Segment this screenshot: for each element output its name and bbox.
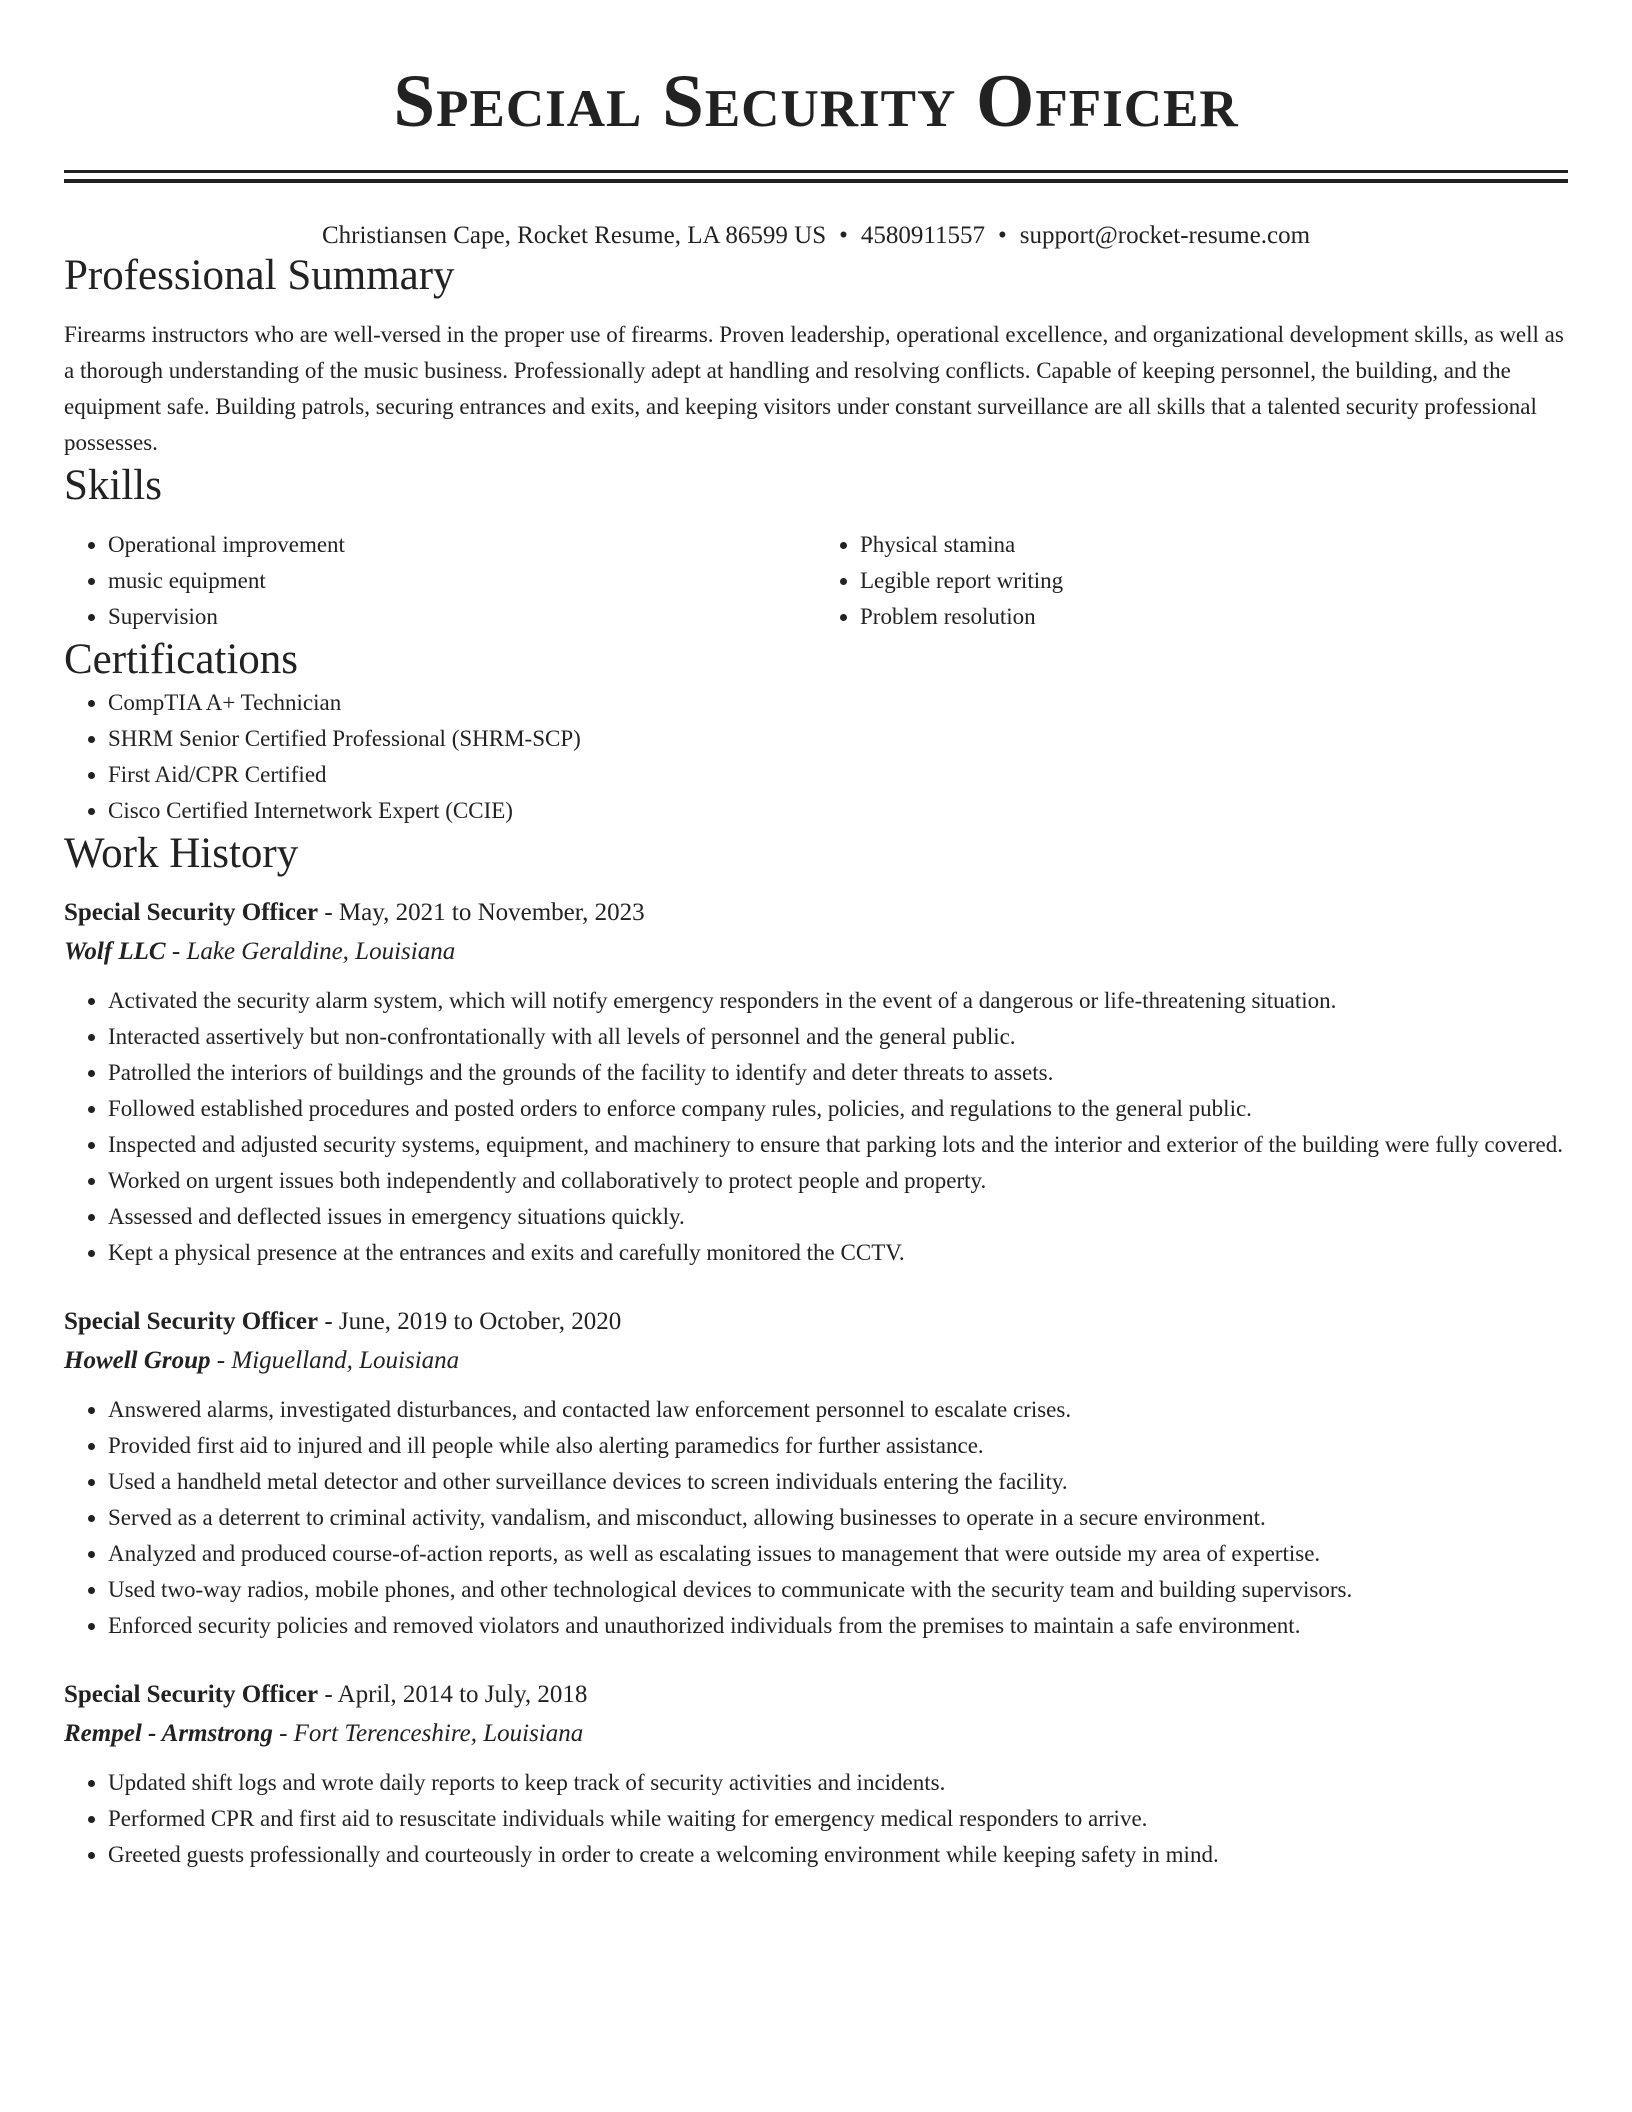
skill-item: • Legible report writing [860,563,1568,599]
job-duty: • Greeted guests professionally and courteously in order to create a welcoming environment while keeping safety in mind. [108,1837,1568,1873]
job-title-line: Special Security Officer - June, 2019 to October, 2020 [64,1308,622,1335]
contact-separator: • [839,222,848,249]
job-duty: • Provided first aid to injured and ill people while also alerting paramedics for further assistance. [108,1428,1568,1464]
skill-item: • Operational improvement [108,527,816,563]
summary-heading: Professional Summary [64,252,455,299]
job-company-line: Wolf LLC - Lake Geraldine, Louisiana [64,938,456,965]
job-title: Special Security Officer [64,1681,319,1708]
job-duties-list [64,1392,1568,1644]
contact-phone: 4580911557 [860,222,985,249]
job-duty: • Enforced security policies and removed violators and unauthorized individuals from the premises to maintain a safe environment. [108,1608,1568,1644]
contact-email: support@rocket-resume.com [1019,222,1311,249]
job-company: Wolf LLC [64,938,166,965]
certifications-heading: Certifications [64,636,299,683]
job-title: Special Security Officer [64,1308,319,1335]
skill-item: • Physical stamina [860,527,1568,563]
job-company: Howell Group [64,1347,211,1374]
job-duty: • Followed established procedures and posted orders to enforce company rules, policies, and regulations to the general public. [108,1091,1568,1127]
job-duty: • Interacted assertively but non-confrontationally with all levels of personnel and the general public. [108,1019,1568,1055]
certification-item: • First Aid/CPR Certified [108,757,1568,793]
certification-item: • CompTIA A+ Technician [108,685,1568,721]
job-duty: • Performed CPR and first aid to resuscitate individuals while waiting for emergency medical responders to arrive. [108,1801,1568,1837]
job-entry [64,1303,1568,1644]
contact-separator: • [997,222,1007,249]
job-duty: • Used a handheld metal detector and other surveillance devices to screen individuals entering the facility. [108,1464,1568,1500]
job-duty: • Activated the security alarm system, which will notify emergency responders in the event of a dangerous or life-threatening situation. [108,983,1568,1019]
job-duty: • Updated shift logs and wrote daily reports to keep track of security activities and incidents. [108,1765,1568,1801]
job-company: Rempel - Armstrong [64,1720,273,1747]
job-company-line: Howell Group - Miguelland, Louisiana [64,1347,460,1374]
job-location: Miguelland, Louisiana [231,1347,460,1374]
contact-address: Christiansen Cape, Rocket Resume, LA 86599 US [321,222,827,249]
summary-text: Firearms instructors who are well-versed in the proper use of firearms. Proven leadership, operational excellence, and organizational development skills, as well as a thorough understanding of the music business. Professionally adept at handling and resolving conflicts. Capable of keeping personnel, the building, and the equipment safe. Building patrols, securing entrances and exits, and keeping visitors under constant surveillance are all skills that a talented security professional possesses. [64,322,1564,455]
job-duty: • Analyzed and produced course-of-action reports, as well as escalating issues to management that were outside my area of expertise. [108,1536,1568,1572]
job-duty: • Worked on urgent issues both independently and collaboratively to protect people and property. [108,1163,1568,1199]
contact-line [64,221,1568,251]
job-title: Special Security Officer [64,899,319,926]
skill-item: • music equipment [108,563,816,599]
job-duties-list [64,983,1568,1271]
job-duty: • Kept a physical presence at the entrances and exits and carefully monitored the CCTV. [108,1235,1568,1271]
job-location: Lake Geraldine, Louisiana [186,938,456,965]
certifications-list [64,685,1568,829]
job-title-line: Special Security Officer - April, 2014 to July, 2018 [64,1681,588,1708]
job-duties-list [64,1765,1568,1873]
job-dates: June, 2019 to October, 2020 [338,1308,622,1335]
work-history-heading: Work History [64,830,299,877]
job-entry [64,1676,1568,1873]
job-duty: • Used two-way radios, mobile phones, and other technological devices to communicate with the security team and building supervisors. [108,1572,1568,1608]
job-duty: • Patrolled the interiors of buildings and the grounds of the facility to identify and deter threats to assets. [108,1055,1568,1091]
job-dates: May, 2021 to November, 2023 [338,899,645,926]
skills-grid [64,527,1568,635]
job-duty: • Answered alarms, investigated disturbances, and contacted law enforcement personnel to escalate crises. [108,1392,1568,1428]
certification-item: • SHRM Senior Certified Professional (SHRM-SCP) [108,721,1568,757]
title-rule-bottom [64,179,1568,183]
job-location: Fort Terenceshire, Louisiana [293,1720,584,1747]
skills-heading: Skills [64,462,162,509]
job-duty: • Served as a deterrent to criminal activity, vandalism, and misconduct, allowing businesses to operate in a secure environment. [108,1500,1568,1536]
job-duty: • Inspected and adjusted security systems, equipment, and machinery to ensure that parking lots and the interior and exterior of the building were fully covered. [108,1127,1568,1163]
job-duty: • Assessed and deflected issues in emergency situations quickly. [108,1199,1568,1235]
skill-item: • Problem resolution [860,599,1568,635]
skills-list-left [64,527,816,635]
job-entry [64,894,1568,1271]
job-company-line: Rempel - Armstrong - Fort Terenceshire, Louisiana [64,1720,584,1747]
skills-list-right [816,527,1568,635]
certification-item: • Cisco Certified Internetwork Expert (CCIE) [108,793,1568,829]
skill-item: • Supervision [108,599,816,635]
job-title-line: Special Security Officer - May, 2021 to November, 2023 [64,899,645,926]
title-rule-top [64,170,1568,173]
job-dates: April, 2014 to July, 2018 [337,1681,588,1708]
resume-title: Special Security Officer [393,60,1239,143]
